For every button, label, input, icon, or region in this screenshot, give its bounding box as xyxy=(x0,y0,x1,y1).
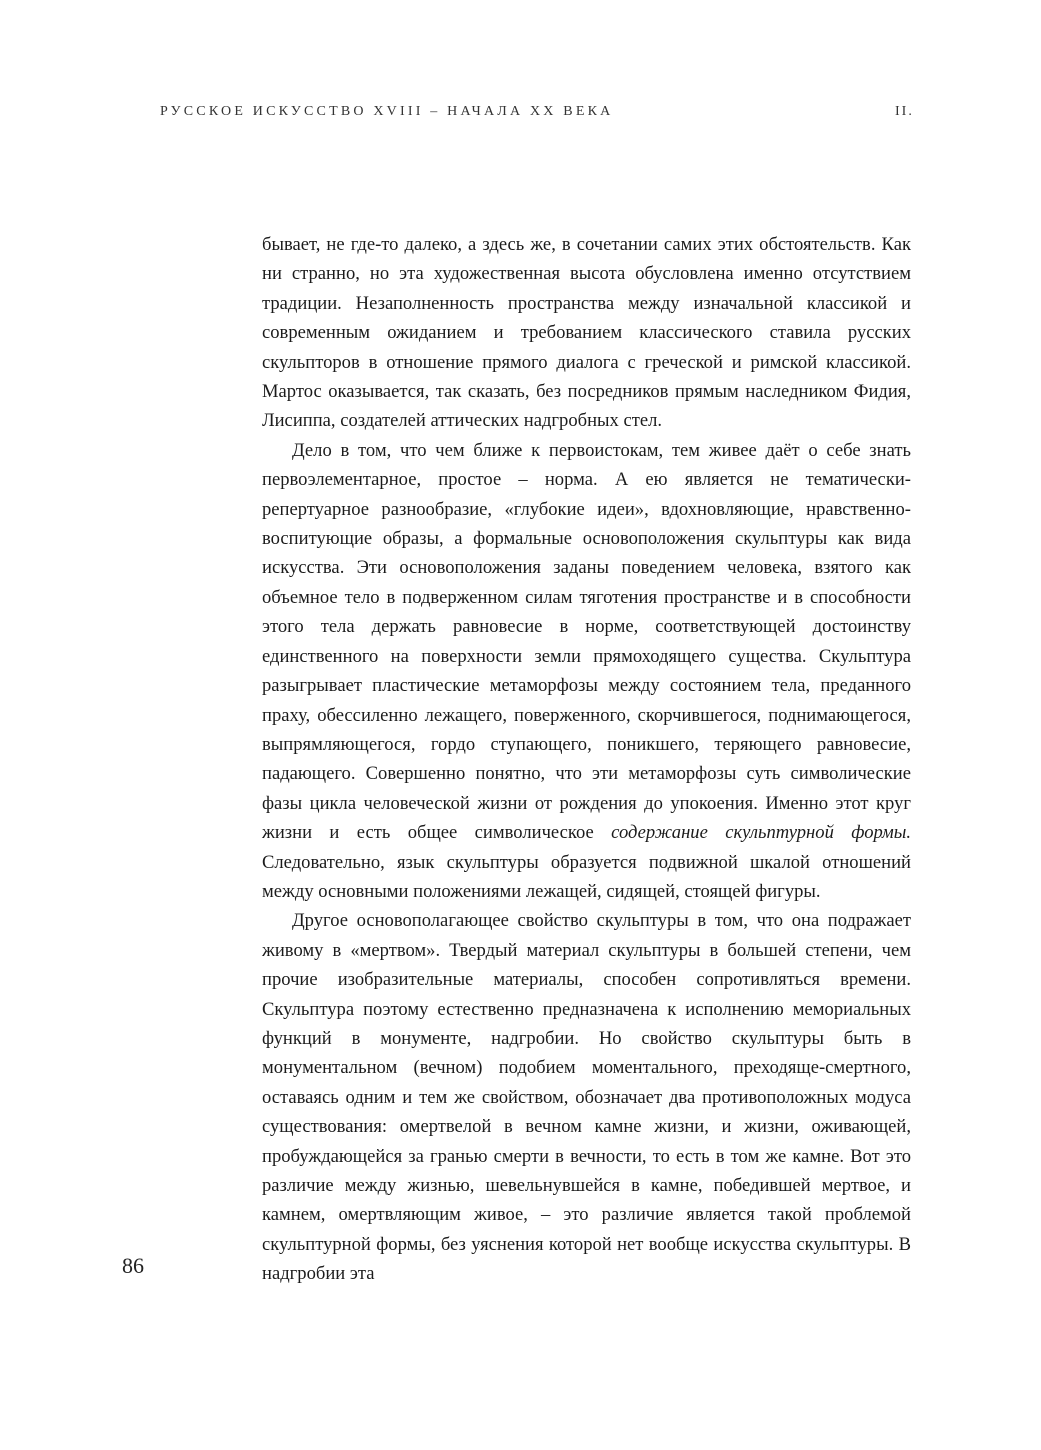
paragraph-3: Другое основополагающее свойство скульптуры в том, что она подражает живому в «мертвом». Твердый материал скульптуры в большей степени, чем прочие изобразительные материалы, способен сопротивляться времени. Скульптура поэтому естественно предназначена к исполнению мемориальных функций в монументе, надгробии. Но свойство скульптуры быть в монументальном (вечном) подобием моментального, преходяще-смертного, оставаясь одним и тем же свойством, обозначает два противоположных модуса существования: омертвелой в вечном камне жизни, и жизни, оживающей, пробуждающейся за гранью смерти в вечности, то есть в том же камне. Вот это различие между жизнью, шевельнувшейся в камне, победившей мертвое, и камнем, омертвляющим живое, – это различие является такой проблемой скульптурной формы, без уяснения которой нет вообще искусства скульптуры. В надгробии эта xyxy=(262,910,911,1285)
paragraph-2-text-end: Следовательно, язык скульптуры образуется подвижной шкалой отношений между основными положениями лежащей, сидящей, стоящей фигуры. xyxy=(262,851,911,902)
page-number: 86 xyxy=(122,1253,144,1278)
section-marker: II. xyxy=(895,104,914,119)
paragraph-1: бывает, не где-то далеко, а здесь же, в сочетании самих этих обстоятельств. Как ни странно, но эта художественная высота обусловлена именно отсутствием традиции. Незаполненность пространства между изначальной классикой и современным ожиданием и требованием классического ставила русских скульпторов в отношение прямого диалога с греческой и римской классикой. Мартос оказывается, так сказать, без посредников прямым наследником Фидия, Лисиппа, создателей аттических надгробных стел. xyxy=(262,234,911,432)
paragraph-2-text-start: Дело в том, что чем ближе к первоистокам, тем живее даёт о себе знать первоэлементарное, простое – норма. А ею является не тематически-репертуарное разнообразие, «глубокие идеи», вдохновляющие, нравственно-воспитующие образы, а формальные основоположения скульптуры как вида искусства. Эти основоположения заданы поведением человека, взятого как объемное тело в подверженном силам тяготения пространстве и в способности этого тела держать равновесие в норме, соответствующей достоинству единственного на поверхности земли прямоходящего существа. Скульптура разыгрывает пластические метаморфозы между состоянием тела, преданного праху, обессиленно лежащего, поверженного, скорчившегося, поднимающегося, выпрямляющегося, гордо ступающего, поникшего, теряющего равновесие, падающего. Совершенно понятно, что эти метаморфозы суть символические фазы цикла человеческой жизни от рождения до упокоения. Именно этот круг жизни и есть общее символическое xyxy=(262,439,911,844)
paragraph-2 xyxy=(262,436,911,907)
paragraph-2-emphasis: содержание скульптурной формы. xyxy=(611,822,911,844)
running-header: РУССКОЕ ИСКУССТВО XVIII – НАЧАЛА XX ВЕКА xyxy=(160,104,614,119)
main-text xyxy=(262,230,911,1289)
